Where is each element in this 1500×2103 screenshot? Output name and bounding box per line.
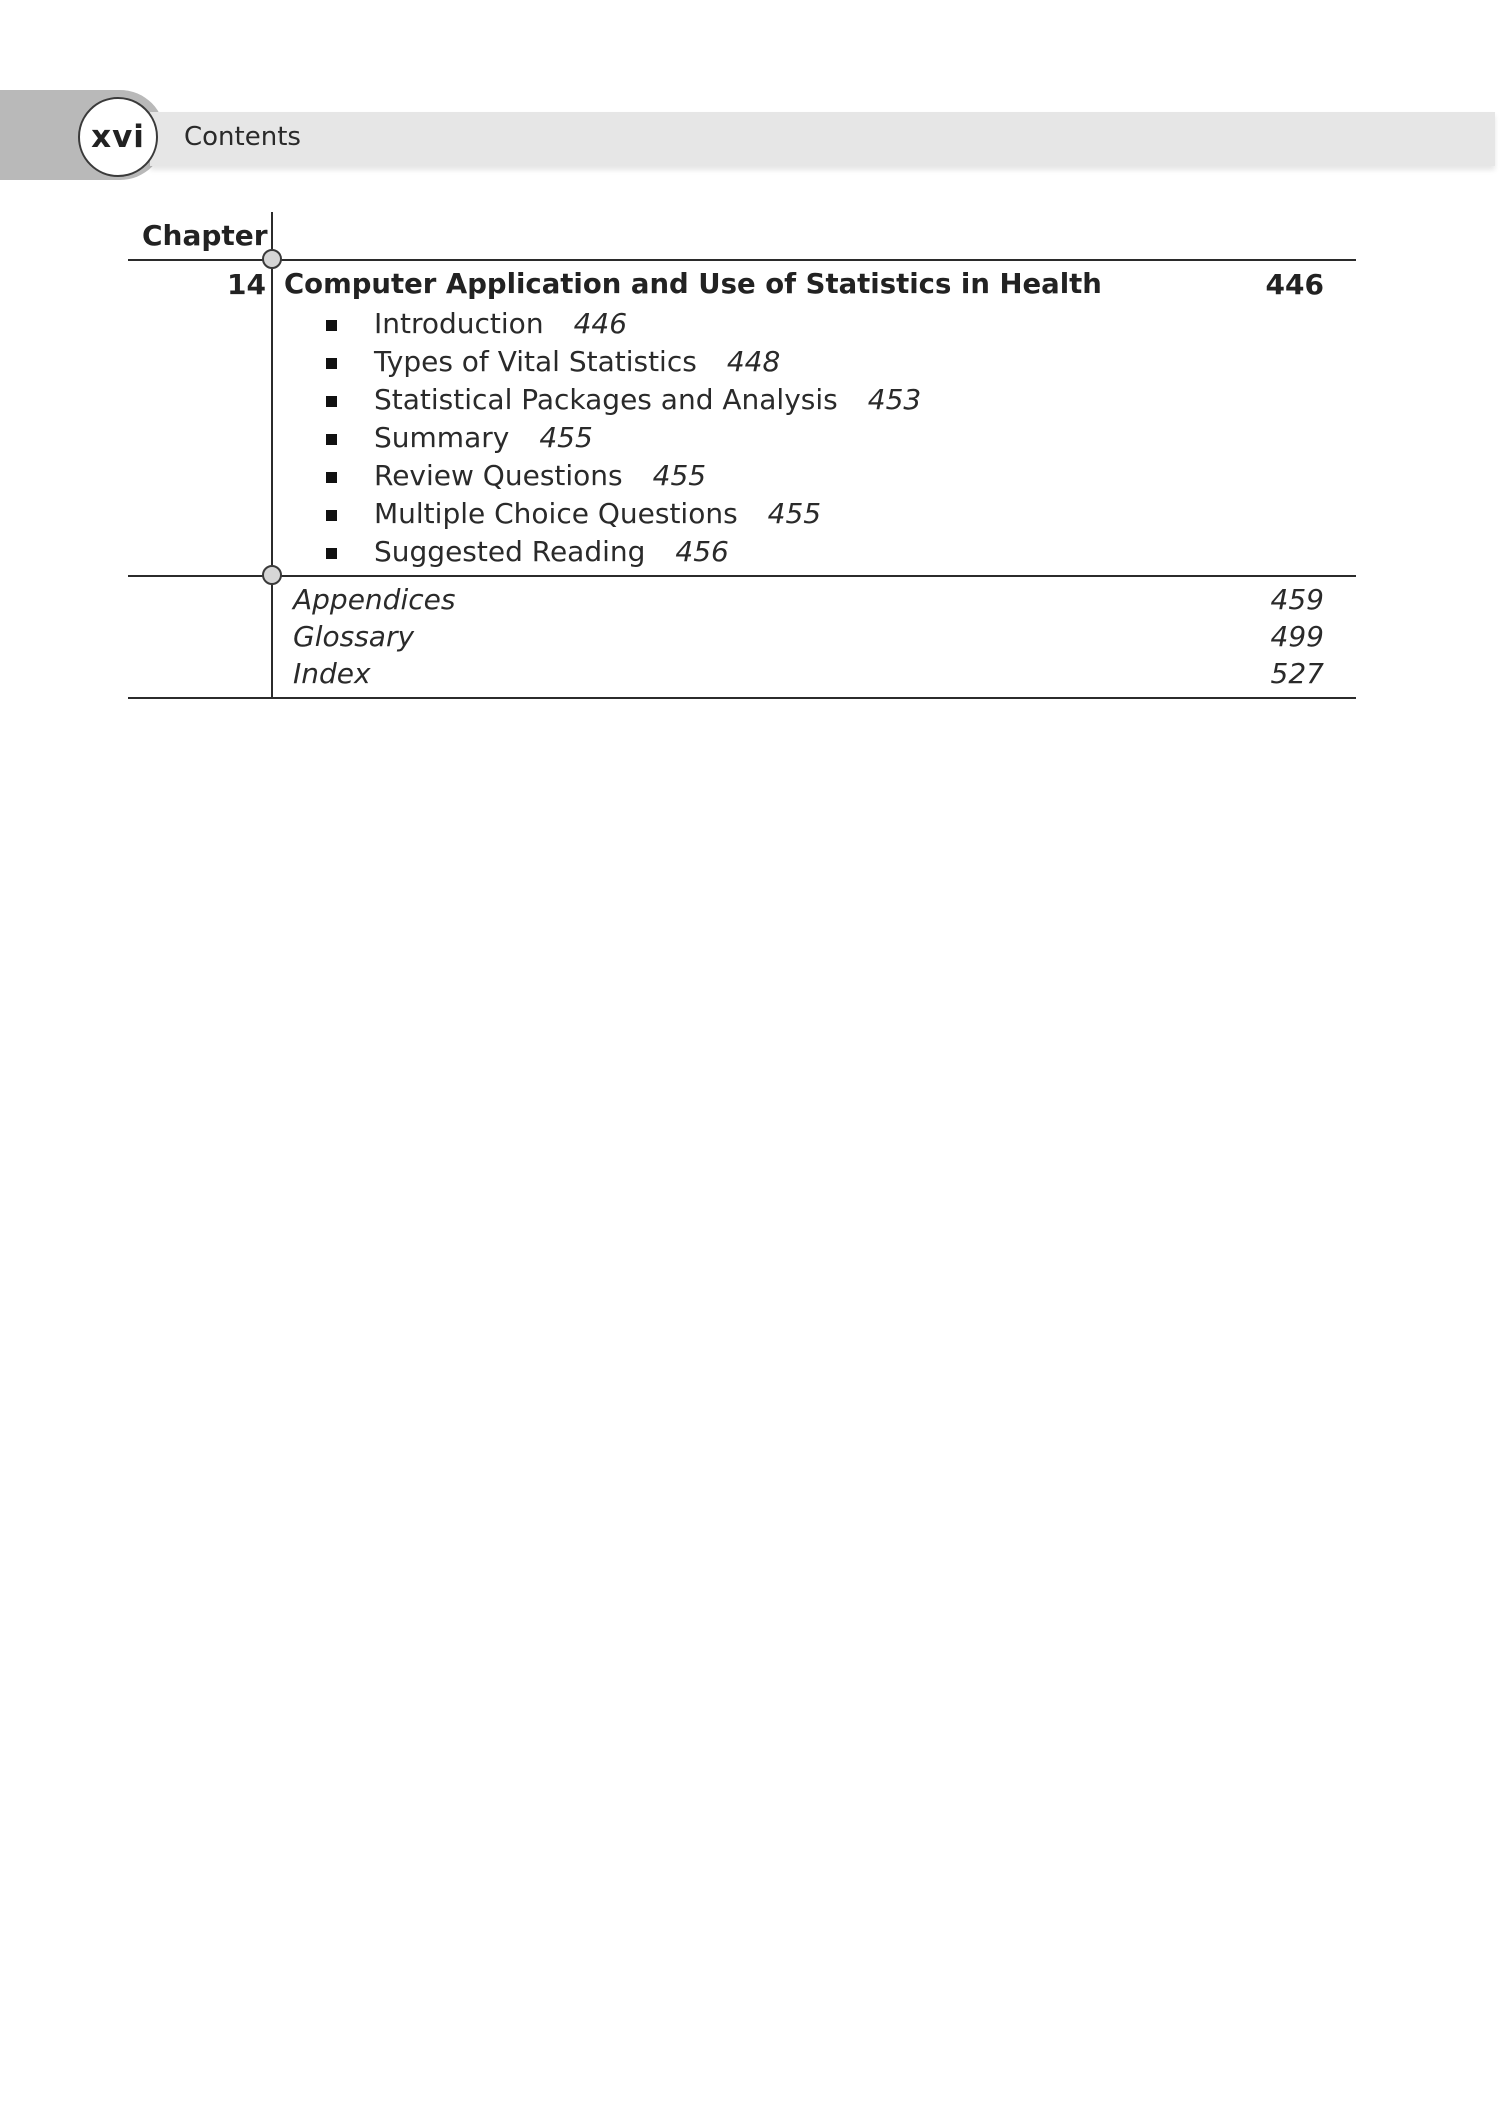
- section-page-number: 456: [675, 535, 729, 568]
- section-title: Suggested Reading: [374, 535, 646, 568]
- back-matter-index[interactable]: Index: [293, 657, 371, 690]
- section-page-number: 446: [573, 307, 628, 340]
- section-title: Review Questions: [374, 459, 623, 492]
- bottom-rule: [128, 697, 1356, 699]
- section-title: Statistical Packages and Analysis: [374, 383, 838, 416]
- square-bullet-icon: [326, 510, 337, 521]
- chapter-number: 14: [227, 268, 266, 301]
- middle-rule: [128, 575, 1356, 577]
- square-bullet-icon: [326, 320, 337, 331]
- section-page-number: 455: [652, 459, 707, 492]
- section-title: Types of Vital Statistics: [374, 345, 697, 378]
- middle-connector-knob: [262, 565, 282, 585]
- square-bullet-icon: [326, 548, 337, 559]
- back-matter-page-number: 459: [1270, 583, 1324, 616]
- back-matter-glossary[interactable]: Glossary: [293, 620, 415, 653]
- section-title: Introduction: [374, 307, 544, 340]
- section-page-number: 455: [767, 497, 822, 530]
- square-bullet-icon: [326, 472, 337, 483]
- square-bullet-icon: [326, 396, 337, 407]
- running-title: Contents: [184, 122, 301, 152]
- section-page-number: 453: [867, 383, 922, 416]
- section-page-number: 455: [539, 421, 593, 454]
- back-matter-page-number: 499: [1270, 620, 1324, 653]
- page-number-badge: xvi: [78, 97, 158, 177]
- vertical-rule: [271, 212, 273, 698]
- square-bullet-icon: [326, 434, 337, 445]
- back-matter-page-number: 527: [1270, 657, 1324, 690]
- chapter-column-label: Chapter: [142, 219, 268, 252]
- header-band: [150, 112, 1495, 166]
- back-matter-appendices[interactable]: Appendices: [293, 583, 456, 616]
- top-connector-knob: [262, 249, 282, 269]
- section-page-number: 448: [726, 345, 781, 378]
- section-title: Summary: [374, 421, 510, 454]
- chapter-page-number: 446: [1265, 268, 1324, 301]
- top-rule: [128, 259, 1356, 261]
- chapter-title[interactable]: Computer Application and Use of Statistics in Health: [284, 268, 1102, 300]
- square-bullet-icon: [326, 358, 337, 369]
- section-title: Multiple Choice Questions: [374, 497, 738, 530]
